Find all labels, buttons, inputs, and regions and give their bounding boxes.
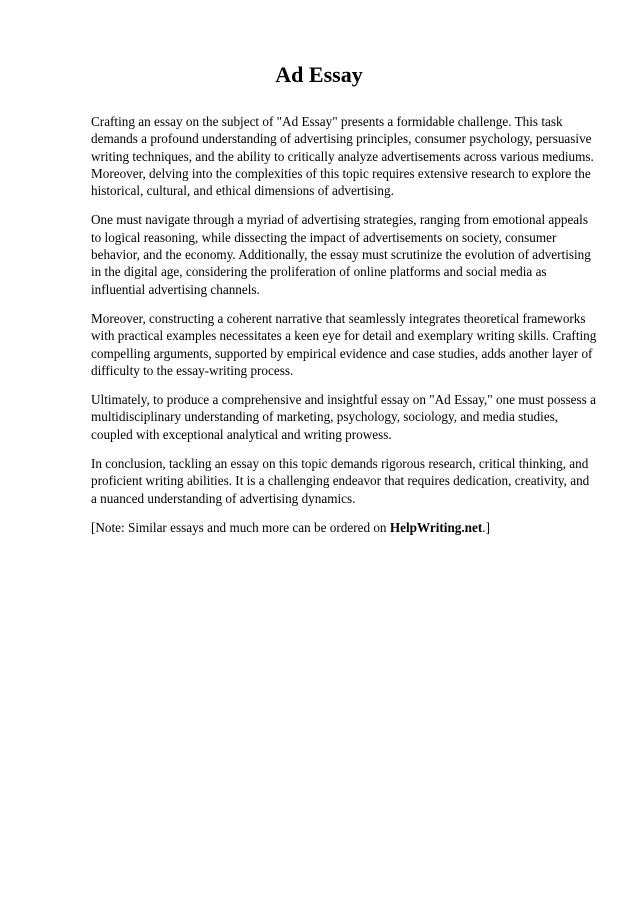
note-prefix: [Note: Similar essays and much more can be ordered on	[91, 519, 390, 535]
helpwriting-link[interactable]: HelpWriting.net	[389, 519, 483, 535]
paragraph-2: One must navigate through a myriad of advertising strategies, ranging from emotional appeals to logical reasoning, while dissecting the impact of advertisements on society, consumer behavior, and the economy. Additionally, the essay must scrutinize the evolution of advertising in the digital age, considering the proliferation of online platforms and social media as influential advertising channels.	[91, 212, 591, 297]
paragraph-1: Crafting an essay on the subject of "Ad Essay" presents a formidable challenge. This task demands a profound understanding of advertising principles, consumer psychology, persuasive writing techniques, and the ability to critically analyze advertisements across various mediums. Moreover, delving into the complexities of this topic requires extensive research to explore the historical, cultural, and ethical dimensions of advertising.	[91, 114, 594, 199]
document-title: Ad Essay	[275, 62, 363, 87]
paragraph-4: Ultimately, to produce a comprehensive and insightful essay on "Ad Essay," one must possess a multidisciplinary understanding of marketing, psychology, sociology, and media studies, coupled with exceptional analytical and writing prowess.	[91, 392, 596, 442]
paragraph-3: Moreover, constructing a coherent narrative that seamlessly integrates theoretical frameworks with practical examples necessitates a keen eye for detail and exemplary writing skills. Crafting compelling arguments, supported by empirical evidence and case studies, adds another layer of difficulty to the essay-writing process.	[91, 310, 597, 378]
ordering-note	[91, 519, 598, 536]
note-suffix: .]	[482, 519, 490, 535]
paragraph-5: In conclusion, tackling an essay on this topic demands rigorous research, critical thinking, and proficient writing abilities. It is a challenging endeavor that requires dedication, creativity, and a nuanced understanding of advertising dynamics.	[91, 456, 590, 506]
